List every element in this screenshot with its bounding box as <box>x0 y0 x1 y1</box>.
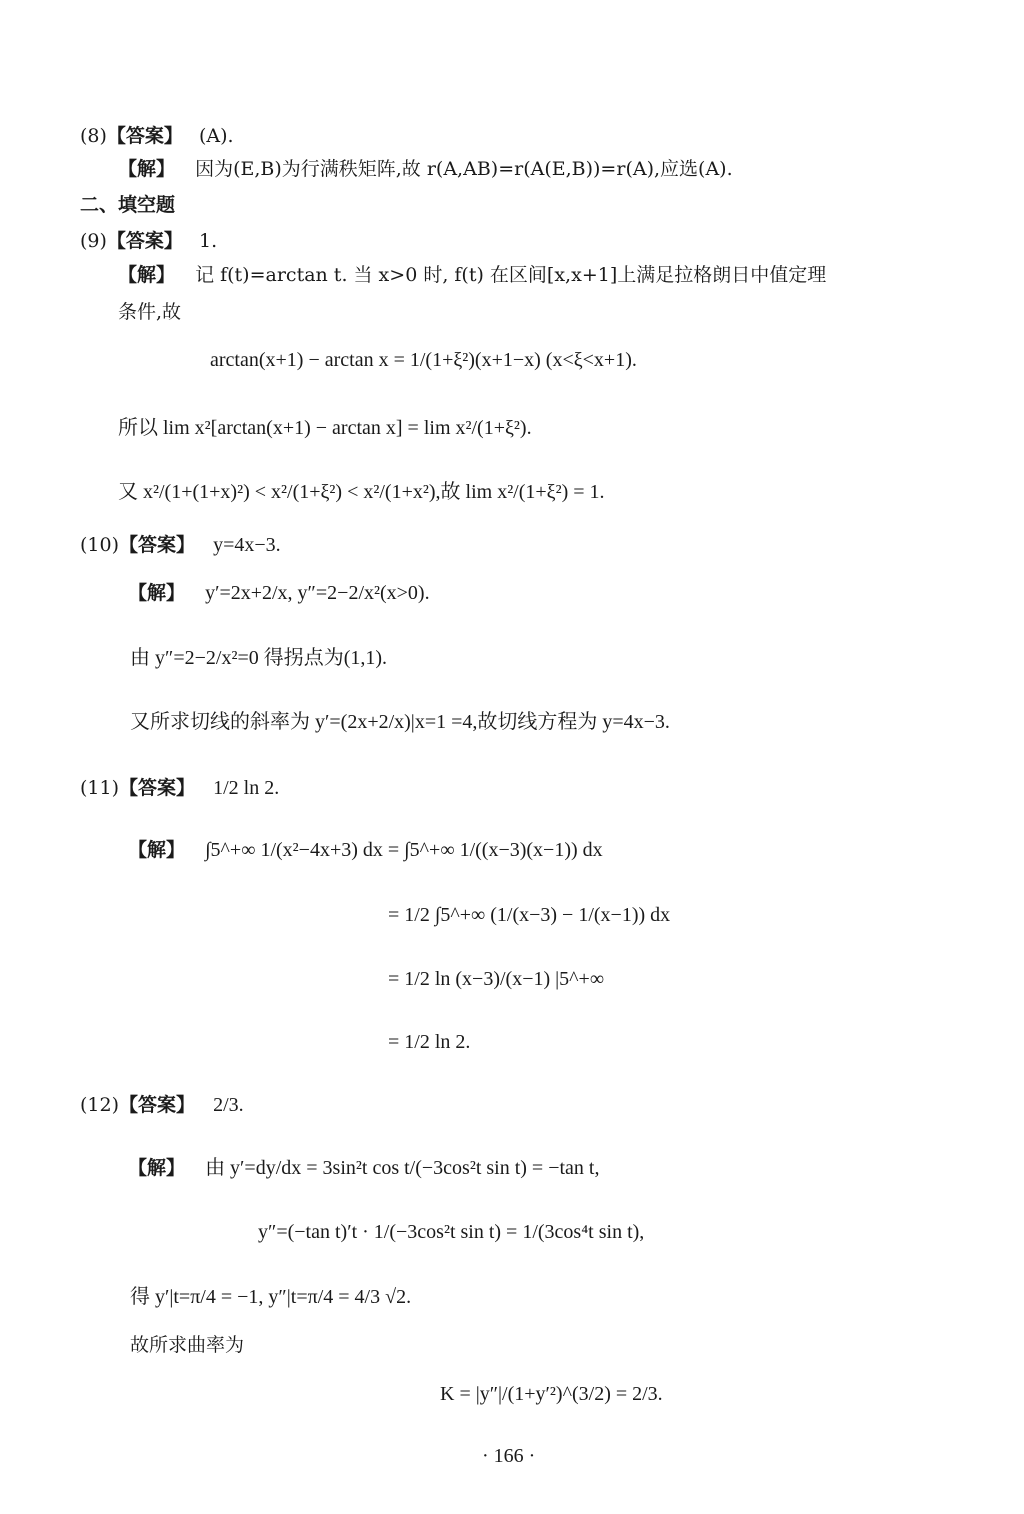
q8-solution-text: 因为(E,B)为行满秩矩阵,故 r(A,AB)=r(A(E,B))=r(A),应选(A). <box>195 158 733 180</box>
q9-equation-2: 所以 lim x²[arctan(x+1) − arctan x] = lim x²/(1+ξ²). <box>118 417 532 439</box>
q12-answer-label: 【答案】 <box>119 1094 196 1116</box>
q12-solution-label: 【解】 <box>128 1157 186 1179</box>
q11-number: (11) <box>80 777 120 799</box>
q9-equation-1: arctan(x+1) − arctan x = 1/(1+ξ²)(x+1−x) (x<ξ<x+1). <box>210 349 637 371</box>
q11-eq-line2: = 1/2 ∫5^+∞ (1/(x−3) − 1/(x−1)) dx <box>388 904 671 926</box>
q10-solution-label: 【解】 <box>128 582 186 604</box>
q11-eq-line3: = 1/2 ln (x−3)/(x−1) |5^+∞ <box>388 968 605 990</box>
q11-solution-line1 <box>128 840 603 860</box>
q12-solution-line1 <box>128 1158 599 1178</box>
q11-answer-value: 1/2 ln 2. <box>213 777 280 799</box>
q12-line2: y″=(−tan t)′t · 1/(−3cos²t sin t) = 1/(3cos⁴t sin t), <box>258 1221 645 1243</box>
q12-line5: K = |y″|/(1+y′²)^(3/2) = 2/3. <box>440 1383 663 1405</box>
q10-solution-eq: y′=2x+2/x, y″=2−2/x²(x>0). <box>205 582 430 604</box>
q10-answer-label: 【答案】 <box>119 534 196 556</box>
q10-number: (10) <box>80 534 120 556</box>
q8-answer-line <box>80 127 234 146</box>
page-number: · 166 · <box>482 1445 536 1467</box>
q8-solution-line <box>118 160 733 179</box>
q12-number: (12) <box>80 1094 120 1116</box>
q11-solution-label: 【解】 <box>128 839 186 861</box>
q8-answer-value: (A). <box>198 125 234 147</box>
q10-line2: 由 y″=2−2/x²=0 得拐点为(1,1). <box>130 647 388 669</box>
q11-eq-line4: = 1/2 ln 2. <box>388 1031 471 1053</box>
q10-solution-line <box>128 583 430 603</box>
q10-line3: 又所求切线的斜率为 y′=(2x+2/x)|x=1 =4,故切线方程为 y=4x−3. <box>130 711 670 733</box>
q9-solution-text1: 记 f(t)=arctan t. 当 x>0 时, f(t) 在区间[x,x+1]上满足拉格朗日中值定理 <box>195 264 827 286</box>
q10-answer-line <box>80 535 281 555</box>
q12-answer-value: 2/3. <box>213 1094 244 1116</box>
q8-solution-label: 【解】 <box>118 158 176 180</box>
section-heading: 二、填空题 <box>80 194 176 216</box>
q9-answer-value: 1. <box>198 230 218 252</box>
q11-eq-line1: ∫5^+∞ 1/(x²−4x+3) dx = ∫5^+∞ 1/((x−3)(x−1)) dx <box>205 839 603 861</box>
q8-answer-label: 【答案】 <box>106 125 183 147</box>
q12-line3: 得 y′|t=π/4 = −1, y″|t=π/4 = 4/3 √2. <box>130 1286 412 1308</box>
q8-number: (8) <box>80 125 107 147</box>
q9-equation-3: 又 x²/(1+(1+x)²) < x²/(1+ξ²) < x²/(1+x²),故 lim x²/(1+ξ²) = 1. <box>118 481 605 503</box>
q10-answer-value: y=4x−3. <box>213 534 281 556</box>
q12-line4: 故所求曲率为 <box>130 1334 245 1356</box>
q12-answer-line <box>80 1095 244 1115</box>
q9-solution-line1 <box>118 266 826 285</box>
q9-solution-label: 【解】 <box>118 264 176 286</box>
q11-answer-line <box>80 778 279 798</box>
q9-answer-label: 【答案】 <box>106 230 183 252</box>
q12-line1: 由 y′=dy/dx = 3sin²t cos t/(−3cos²t sin t) = −tan t, <box>205 1157 600 1179</box>
q9-number: (9) <box>80 230 107 252</box>
q11-answer-label: 【答案】 <box>119 777 196 799</box>
q9-answer-line <box>80 232 217 251</box>
q9-solution-text2: 条件,故 <box>118 301 182 323</box>
